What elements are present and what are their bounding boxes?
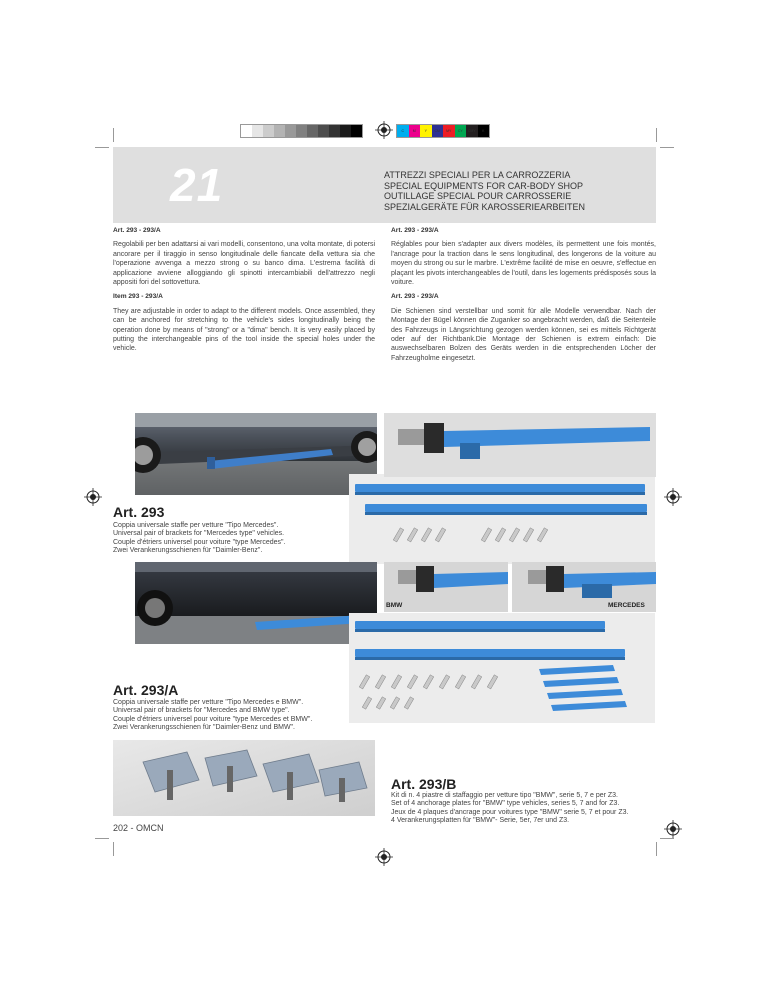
registration-mark-icon	[84, 488, 102, 506]
dark-car-bracket-photo	[135, 562, 377, 644]
cmyk-swatch: M	[409, 125, 421, 137]
art-293-caption	[113, 522, 285, 556]
chapter-number: 21	[170, 159, 224, 211]
gray-swatch	[318, 125, 329, 137]
german-body: Die Schienen sind verstellbar und somit für alle Modelle verwendbar. Nach der Montage der Bügel können die Zuganker so angebracht werden, daß die Seitenteile des Fahrzeugs in Längsrichtung gezogen werden können, sei es mittels Richtgerät oder auf der Richtbank.Die Montage der Schienen is extrem einfach: Die auswechselbaren Bolzen des Geräts werden in die entsprechenden Löcher der Fahrzeugholme eingesetzt.	[391, 307, 656, 362]
gray-swatch	[340, 125, 351, 137]
bmw-label: BMW	[386, 602, 403, 609]
header-title-de: SPEZIALGERÄTE FÜR KAROSSERIEARBEITEN	[384, 201, 586, 212]
german-heading: Art. 293 - 293/A	[391, 293, 439, 301]
art-293a-product-photo	[349, 613, 655, 723]
art-293b-caption-it: Kit di n. 4 piastre di staffaggio per vetture tipo "BMW", serie 5, 7 e per Z3.	[391, 792, 619, 799]
art-293b-plates-photo	[113, 740, 375, 816]
cmyk-color-bar	[396, 124, 490, 138]
cmyk-swatch: CMY	[466, 125, 478, 137]
art-293a-caption-fr: Couple d'étriers universel pour voiture "type Mercedes et BMW".	[113, 715, 313, 723]
registration-mark-icon	[664, 820, 682, 838]
car-bracket-photo	[135, 413, 377, 495]
cmyk-swatch: Y	[420, 125, 432, 137]
art-293a-title: Art. 293/A	[113, 682, 179, 698]
gray-swatch	[274, 125, 285, 137]
italian-body: Regolabili per ben adattarsi ai vari modelli, consentono, una volta montate, di potersi ancorare per il tiraggio in senso longitudinale delle fiancate della vettura sia che l'operazione avvenga a mezzo strong o su banco dima. L'estrema facilità di applicazione avviene alloggiando gli spinotti intercambiabili dell'attrezzo negli appositi fori del sottovettura.	[113, 241, 375, 287]
header-titles	[384, 170, 585, 212]
art-293a-caption-de: Zwei Verankerungsschienen für "Daimler-Benz und BMW".	[113, 724, 295, 732]
art-293-caption-it: Coppia universale staffe per vetture "Tipo Mercedes".	[113, 522, 279, 529]
french-heading: Art. 293 - 293/A	[391, 227, 439, 234]
gray-swatch	[241, 125, 252, 137]
header-title-fr: OUTILLAGE SPECIAL POUR CARROSSERIE	[384, 191, 572, 201]
cmyk-swatch: CY	[455, 125, 467, 137]
english-heading: Item 293 - 293/A	[113, 293, 163, 301]
text-column-right	[391, 226, 656, 363]
art-293a-caption	[113, 699, 312, 733]
art-293b-title: Art. 293/B	[391, 776, 457, 792]
french-body: Réglables pour bien s'adapter aux divers modèles, ils permettent une fois montés, l'ancrage pour la traction dans le sens longitudinal, des longerons de la voiture au moyen du strong ou sur le marbre. L'extrême facilité de mise en oeuvre, s'effectue en plaçant les pivots interchangeables de l'outil, dans les logements prédisposés sous la voiture.	[391, 241, 656, 287]
art-293b-caption-en: Set of 4 anchorage plates for "BMW" type vehicles, series 5, 7 and for Z3.	[391, 800, 620, 808]
gray-swatch	[263, 125, 274, 137]
cmyk-swatch: K	[478, 125, 490, 137]
registration-mark-icon	[375, 848, 393, 866]
art-293a-caption-it: Coppia universale staffe per vetture "Tipo Mercedes e BMW".	[113, 699, 304, 706]
art-293-caption-de: Zwei Verankerungsschienen für "Daimler-Benz".	[113, 547, 263, 555]
cmyk-swatch: MY	[443, 125, 455, 137]
art-293b-caption-fr: Jeux de 4 plaques d'ancrage pour voitures type "BMW" serie 5, 7 et pour Z3.	[391, 808, 629, 816]
art-293-product-photo	[349, 474, 655, 564]
art-293a-caption-en: Universal pair of brackets for "Mercedes and BMW type".	[113, 707, 290, 715]
registration-mark-icon	[664, 488, 682, 506]
gray-swatch	[285, 125, 296, 137]
gray-swatch	[252, 125, 263, 137]
header-title-en: SPECIAL EQUIPMENTS FOR CAR-BODY SHOP	[384, 180, 584, 191]
art-293b-caption	[391, 792, 628, 826]
header-title-it: ATTREZZI SPECIALI PER LA CARROZZERIA	[384, 170, 571, 180]
gray-swatch	[351, 125, 362, 137]
italian-heading: Art. 293 - 293/A	[113, 227, 161, 234]
art-293b-caption-de: 4 Verankerungsplatten für "BMW"- Serie, 5er, 7er und Z3.	[391, 817, 570, 825]
gray-swatch	[307, 125, 318, 137]
text-column-left	[113, 226, 375, 354]
art-293-caption-en: Universal pair of brackets for "Mercedes type" vehicles.	[113, 530, 285, 538]
registration-mark-icon	[375, 121, 393, 139]
english-body: They are adjustable in order to adapt to the different models. Once assembled, they can be anchored for stretching to the vehicle's sides longitudinally being the operation done by means of "strong" or a "dima" bench. It is very easily placed by putting the interchangeable pins of the tool inside the special holes under the vehicle.	[113, 307, 375, 353]
gray-swatch	[329, 125, 340, 137]
art-293-caption-fr: Couple d'étriers universel pour voiture "type Mercedes".	[113, 538, 286, 546]
gray-color-bar	[240, 124, 363, 138]
bmw-clamp-photo	[384, 562, 508, 612]
cmyk-swatch: C	[397, 125, 409, 137]
art-293-title: Art. 293	[113, 504, 165, 520]
page-footer: 202 - OMCN	[113, 823, 164, 833]
cmyk-swatch: CM	[432, 125, 444, 137]
gray-swatch	[296, 125, 307, 137]
mercedes-label: MERCEDES	[608, 602, 645, 609]
clamp-detail-photo	[384, 413, 656, 477]
